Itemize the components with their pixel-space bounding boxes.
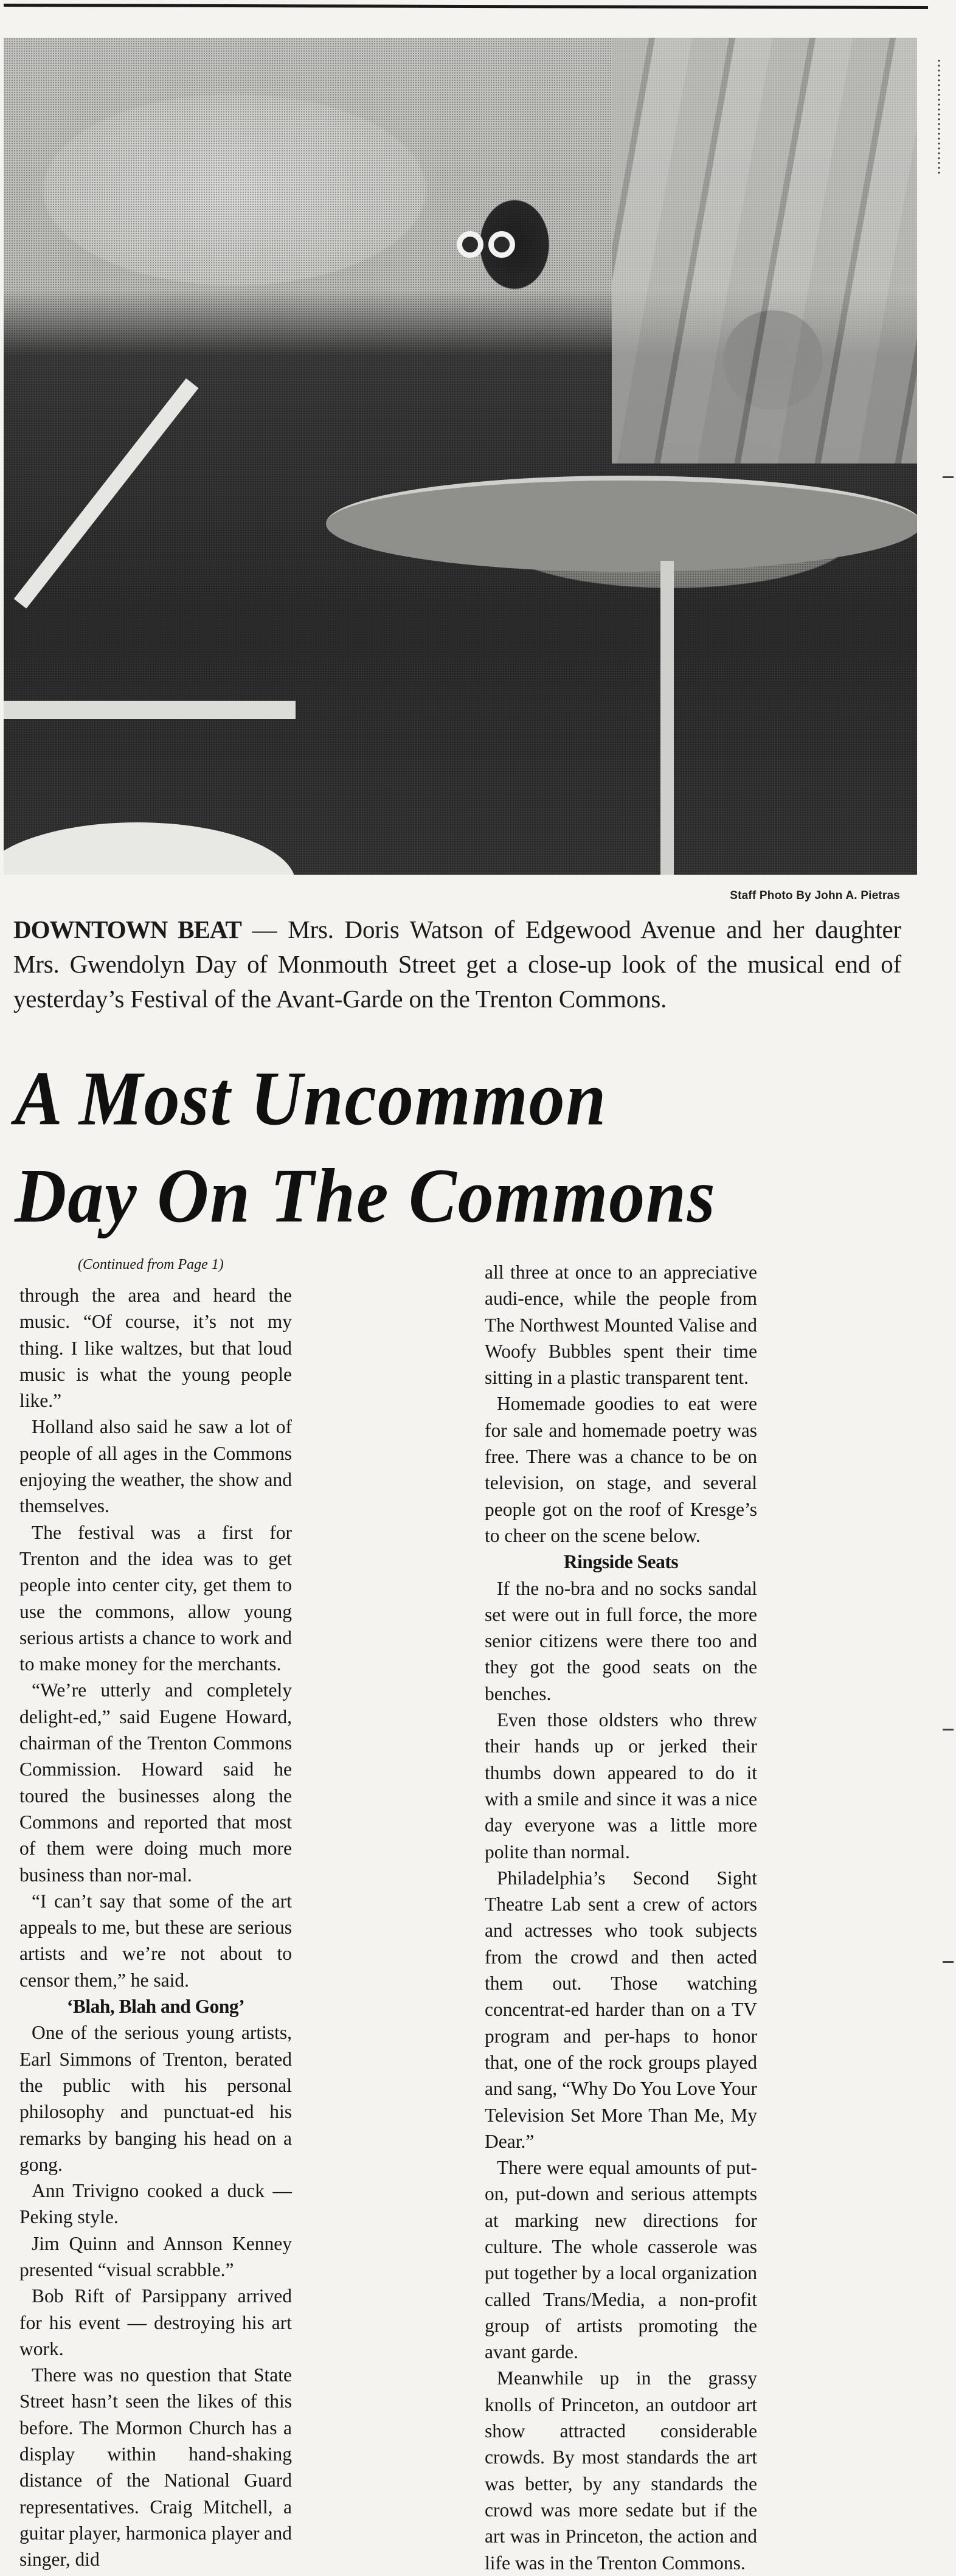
article-paragraph: Meanwhile up in the grassy knolls of Princeton, an outdoor art show attracted considerable crowds. By most standards the art was better, by any standards the crowd was more sedate but if the art was in Princeton, the action and life was in the Trenton Commons.: [485, 2367, 757, 2574]
article-paragraph: If the no-bra and no socks sandal set were out in full force, the more senior citizens were there too and they got the good seats on the benches.: [485, 1577, 757, 1704]
article-paragraph: Philadelphia’s Second Sight Theatre Lab sent a crew of actors and actresses who took subjects from the crowd and then acted them out. Those watching concentrat-ed harder than on a TV program and per-haps to honor that, one of the rock groups played and sang, “Why Do You Love Your Television Set More Than Me, My Dear.”: [485, 1867, 757, 2152]
continued-from-note: (Continued from Page 1): [78, 1257, 224, 1272]
photo-sunglasses: [457, 231, 524, 258]
headline-line-2: Day On The Commons: [15, 1153, 716, 1239]
article-paragraph: The festival was a first for Trenton and the idea was to get people into center city, get them to use the commons, allow young serious artists a chance to work and to make money for the merchants.: [19, 1521, 292, 1675]
margin-tick: [943, 476, 954, 478]
margin-tick: [943, 1729, 954, 1731]
article-paragraph: Bob Rift of Parsippany arrived for his event — destroying his art work.: [19, 2285, 292, 2359]
photo-caption: [13, 912, 901, 1016]
headline-line-1: A Most Uncommon: [15, 1055, 608, 1142]
news-photo: [4, 38, 917, 875]
article-subhead: ‘Blah, Blah and Gong’: [66, 1996, 245, 2018]
article-subhead: Ringside Seats: [563, 1551, 679, 1573]
photo-cymbal-stand: [660, 561, 674, 875]
article-column-left: [19, 1282, 292, 2573]
article-paragraph: Even those oldsters who threw their hands up or jerked their thumbs down appeared to do it with a smile and since it was a nice day everyone was a little more polite than normal.: [485, 1709, 757, 1863]
photo-drumstick: [14, 378, 199, 608]
headline: [15, 1046, 927, 1241]
article-paragraph: through the area and heard the music. “Of course, it’s not my thing. I like waltzes, but that loud music is what the young people like.”: [19, 1285, 292, 1412]
caption-dash: —: [241, 915, 288, 943]
photo-drumstick-lower: [4, 701, 296, 719]
caption-text: Mrs. Doris Watson of Edgewood Avenue and her daughter Mrs. Gwendolyn Day of Monmouth Street get a close-up look of the musical end of yesterday’s Festival of the Avant-Garde on the Trenton Commons.: [13, 915, 901, 1013]
photo-building: [612, 38, 917, 463]
article-paragraph: Jim Quinn and Annson Kenney presented “visual scrabble.”: [19, 2232, 292, 2280]
photo-cymbal: [326, 476, 917, 572]
article-paragraph: all three at once to an appreciative audi-ence, while the people from The Northwest Mounted Valise and Woofy Bubbles spent their time sitting in a plastic transparent tent.: [485, 1262, 757, 1389]
article-paragraph: “We’re utterly and completely delight-ed,” said Eugene Howard, chairman of the Trenton Commons Commission. Howard said he toured the businesses along the Commons and reported that most of them were doing much more business than nor-mal.: [19, 1679, 292, 1886]
top-rule: [4, 4, 928, 9]
article-paragraph: Holland also said he saw a lot of people of all ages in the Commons enjoying the weather, the show and themselves.: [19, 1416, 292, 1517]
margin-tick: [943, 1961, 954, 1963]
article-paragraph: Homemade goodies to eat were for sale and homemade poetry was free. There was a chance to be on television, on stage, and several people got on the roof of Kresge’s to cheer on the scene below.: [485, 1393, 757, 1546]
caption-lead: DOWNTOWN BEAT: [13, 915, 241, 943]
article-paragraph: Ann Trivigno cooked a duck — Peking style.: [19, 2180, 292, 2228]
margin-dots: [937, 58, 941, 174]
article-paragraph: There was no question that State Street hasn’t seen the likes of this before. The Mormon Church has a display within hand-shaking distance of the National Guard representatives. Craig Mitchell, a guitar player, harmonica player and singer, did: [19, 2364, 292, 2571]
article-paragraph: “I can’t say that some of the art appeals to me, but these are serious artists and we’re not about to censor them,” he said.: [19, 1890, 292, 1991]
photo-credit: Staff Photo By John A. Pietras: [730, 889, 900, 902]
article-paragraph: There were equal amounts of put-on, put-down and serious attempts at marking new directions for culture. The whole casserole was put together by a local organization called Trans/Media, a non-profit group of artists promoting the avant garde.: [485, 2157, 757, 2363]
article-column-right: [485, 1259, 757, 2576]
article-paragraph: One of the serious young artists, Earl Simmons of Trenton, berated the public with his personal philosophy and punctuat-ed his remarks by banging his head on a gong.: [19, 2022, 292, 2175]
photo-drum: [4, 822, 296, 875]
